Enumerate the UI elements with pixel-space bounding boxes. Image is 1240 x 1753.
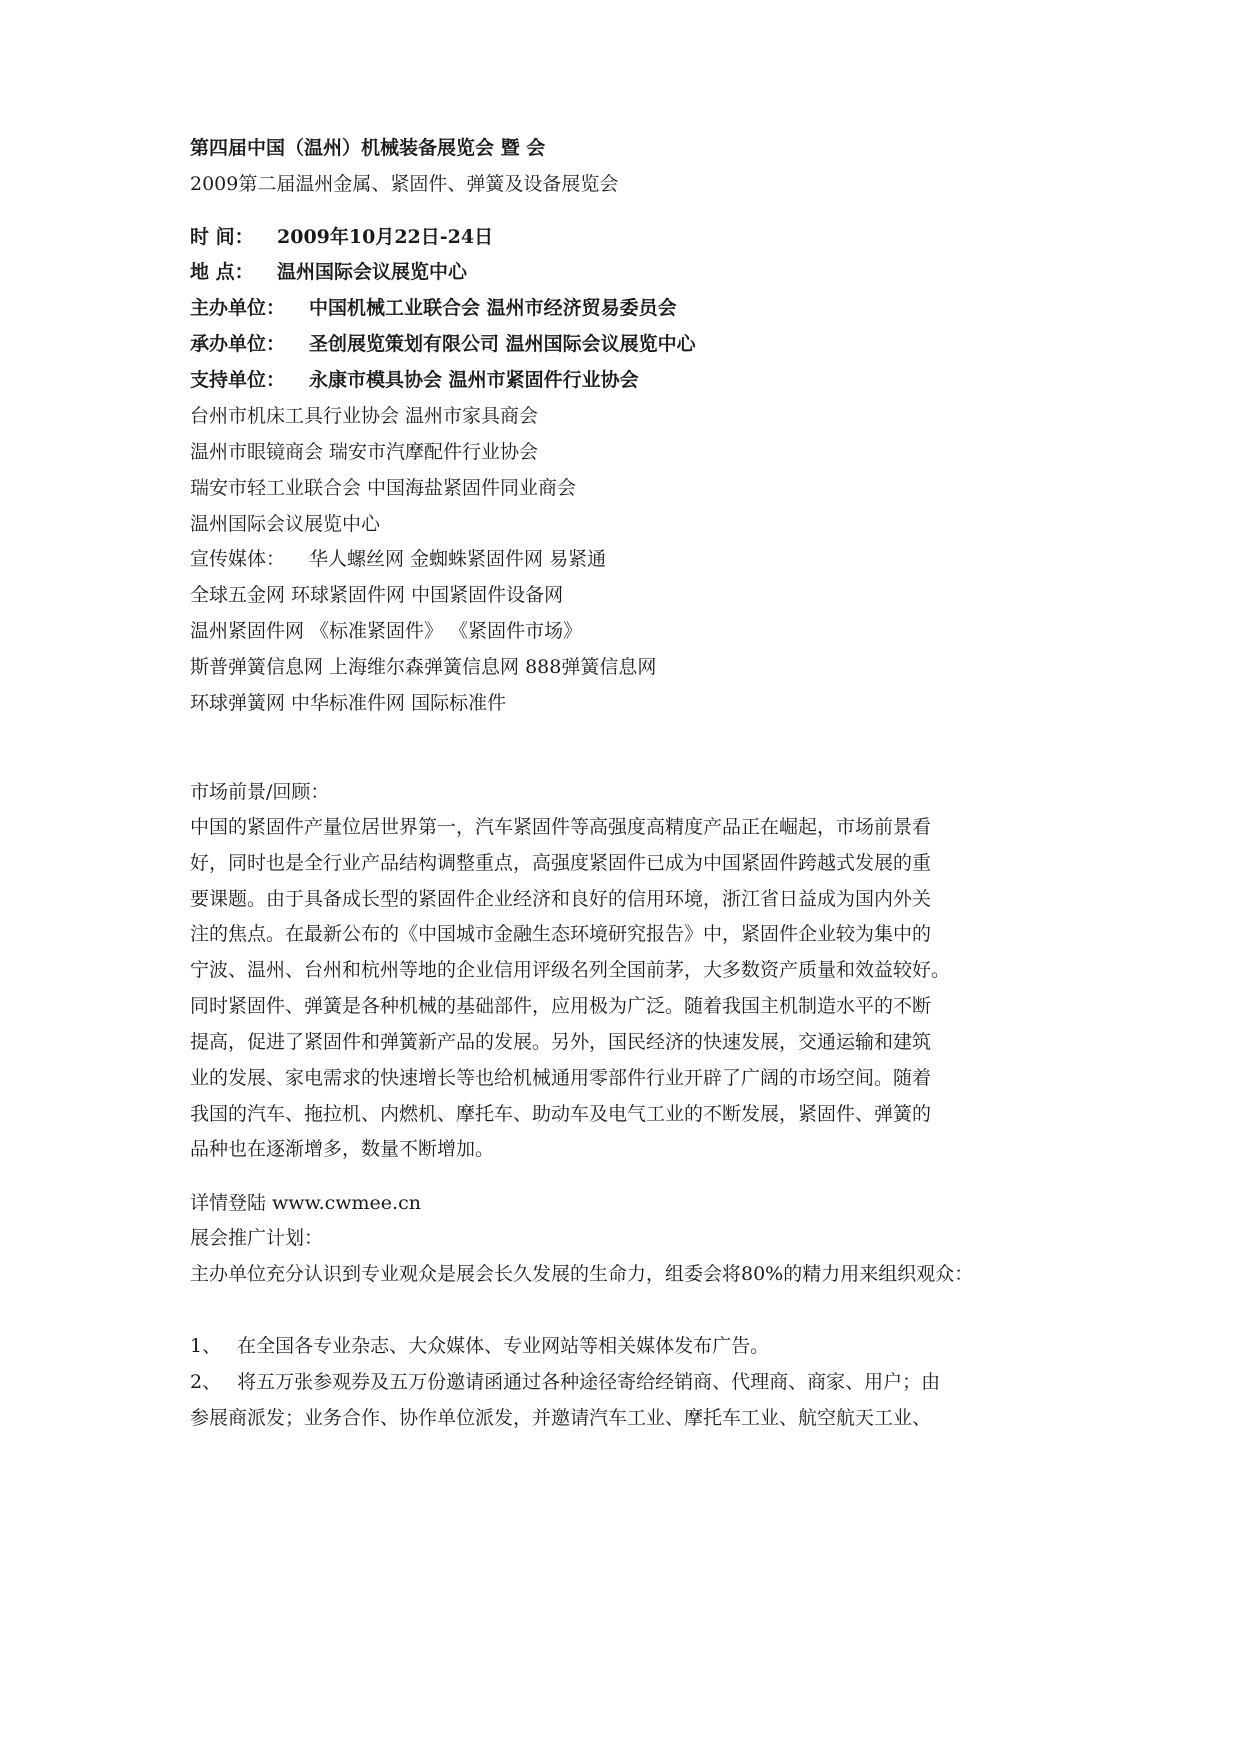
- market-line: 业的发展、家电需求的快速增长等也给机械通用零部件行业开辟了广阔的市场空间。随着: [190, 1067, 932, 1089]
- support-line: 温州国际会议展览中心: [190, 513, 381, 535]
- promo-item: [190, 1334, 769, 1358]
- media-line: 全球五金网 环球紧固件网 中国紧固件设备网: [190, 584, 564, 606]
- support-label: 支持单位：: [190, 369, 286, 391]
- promo-item: [190, 1370, 940, 1394]
- organizer-label: 承办单位：: [190, 333, 286, 355]
- support-line: 瑞安市轻工业联合会 中国海盐紧固件同业商会: [190, 477, 577, 499]
- info-place: [190, 260, 467, 284]
- support-value: 永康市模具协会 温州市紧固件行业协会: [309, 369, 639, 391]
- market-line: 品种也在逐渐增多，数量不断增加。: [190, 1138, 495, 1160]
- media-first: 华人螺丝网 金蜘蛛紧固件网 易紧通: [309, 548, 607, 570]
- organizer-value: 圣创展览策划有限公司 温州国际会议展览中心: [309, 333, 696, 355]
- promo-item-num: 2、: [190, 1371, 222, 1393]
- place-label: 地 点：: [190, 261, 254, 283]
- media-line: 温州紧固件网 《标准紧固件》 《紧固件市场》: [190, 620, 583, 642]
- info-host: [190, 296, 677, 320]
- place-value: 温州国际会议展览中心: [277, 261, 468, 283]
- info-support: [190, 368, 639, 392]
- host-value: 中国机械工业联合会 温州市经济贸易委员会: [309, 297, 677, 319]
- promo-item-text: 将五万张参观券及五万份邀请函通过各种途径寄给经销商、代理商、商家、用户；由: [237, 1371, 941, 1393]
- doc-title: 第四届中国（温州）机械装备展览会 暨 会: [190, 137, 546, 159]
- market-line: 好，同时也是全行业产品结构调整重点，高强度紧固件已成为中国紧固件跨越式发展的重: [190, 852, 932, 874]
- market-line: 宁波、温州、台州和杭州等地的企业信用评级名列全国前茅，大多数资产质量和效益较好。: [190, 959, 951, 981]
- media-line: [190, 547, 606, 571]
- support-line: 台州市机床工具行业协会 温州市家具商会: [190, 405, 539, 427]
- time-value: 2009年10月22日-24日: [277, 226, 494, 248]
- support-line: 温州市眼镜商会 瑞安市汽摩配件行业协会: [190, 441, 539, 463]
- media-line: 斯普弹簧信息网 上海维尔森弹簧信息网 888弹簧信息网: [190, 656, 657, 678]
- promo-item-num: 1、: [190, 1335, 222, 1357]
- market-line: 我国的汽车、拖拉机、内燃机、摩托车、助动车及电气工业的不断发展，紧固件、弹簧的: [190, 1103, 932, 1125]
- details-link: 详情登陆 www.cwmee.cn: [190, 1192, 421, 1214]
- promo-item-text: 在全国各专业杂志、大众媒体、专业网站等相关媒体发布广告。: [237, 1335, 770, 1357]
- time-label: 时 间：: [190, 226, 254, 248]
- media-line: 环球弹簧网 中华标准件网 国际标准件: [190, 692, 507, 714]
- market-line: 注的焦点。在最新公布的《中国城市金融生态环境研究报告》中，紧固件企业较为集中的: [190, 923, 932, 945]
- promo-continuation: 参展商派发；业务合作、协作单位派发，并邀请汽车工业、摩托车工业、航空航天工业、: [190, 1407, 932, 1429]
- doc-subtitle: 2009第二届温州金属、紧固件、弹簧及设备展览会: [190, 173, 619, 195]
- market-line: 提高，促进了紧固件和弹簧新产品的发展。另外，国民经济的快速发展，交通运输和建筑: [190, 1031, 932, 1053]
- market-heading: 市场前景/回顾：: [190, 781, 330, 803]
- info-organizer: [190, 332, 696, 356]
- market-line: 要课题。由于具备成长型的紧固件企业经济和良好的信用环境，浙江省日益成为国内外关: [190, 888, 932, 910]
- host-label: 主办单位：: [190, 297, 286, 319]
- market-line: 中国的紧固件产量位居世界第一，汽车紧固件等高强度高精度产品正在崛起，市场前景看: [190, 816, 932, 838]
- media-label: 宣传媒体：: [190, 548, 286, 570]
- info-time: [190, 225, 493, 249]
- promo-heading: 展会推广计划：: [190, 1227, 324, 1249]
- market-line: 同时紧固件、弹簧是各种机械的基础部件，应用极为广泛。随着我国主机制造水平的不断: [190, 995, 932, 1017]
- promo-intro: 主办单位充分认识到专业观众是展会长久发展的生命力，组委会将80%的精力用来组织观众：: [190, 1263, 974, 1285]
